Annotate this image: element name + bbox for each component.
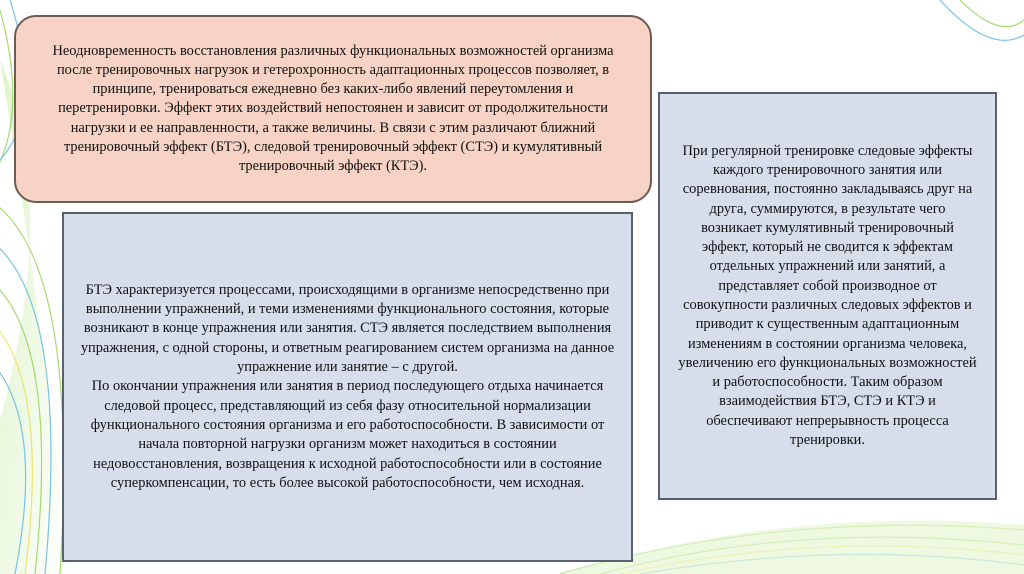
bte-ste-paragraph-2: По окончании упражнения или занятия в период последующего отдыха начинается следовой процесс, представляющий из себя фазу относительной нормализации функционального состояния организма и его работоспособности. В зависимости от начала повторной нагрузки организм может находиться в состоянии недовосстановления, возвращения к исходной работоспособности или в состояние суперкомпенсации, то есть более высокой работоспособности, чем исходная. (90, 378, 605, 491)
intro-text-box (14, 15, 652, 203)
bte-ste-paragraph-1: БТЭ характеризуется процессами, происходящими в организме непосредственно при выполнении упражнений, и теми изменениями функционального состояния, которые возникают в конце упражнения или занятия. СТЭ является последствием выполнения упражнения, с одной стороны, и ответным реагированием систем организма на данное упражнение или занятие – с другой. (80, 281, 615, 376)
bte-ste-text (80, 281, 615, 493)
kte-text: При регулярной тренировке следовые эффекты каждого тренировочного занятия или соревнования, постоянно закладываясь друг на друга, суммируются, в результате чего возникает кумулятивный тренировочный эффект, который не сводится к эффектам отдельных упражнений или занятий, а представляет собой производное от совокупности различных следовых эффектов и приводит к существенным адаптационным изменениям в состоянии организма человека, увеличению его функциональных возможностей и работоспособности. Таким образом взаимодействия БТЭ, СТЭ и КТЭ и обеспечивают непрерывность процесса тренировки. (678, 142, 977, 449)
kte-text-box (658, 92, 997, 500)
bte-ste-text-box (62, 212, 633, 562)
intro-text: Неодновременность восстановления различных функциональных возможностей организма после тренировочных нагрузок и гетерохронность адаптационных процессов позволяет, в принципе, тренироваться ежедневно без каких-либо явлений переутомления и перетренировки. Эффект этих воздействий непостоянен и зависит от продолжительности нагрузки и ее направленности, а также величины. В связи с этим различают ближний тренировочный эффект (БТЭ), следовой тренировочный эффект (СТЭ) и кумулятивный тренировочный эффект (КТЭ). (52, 42, 614, 174)
